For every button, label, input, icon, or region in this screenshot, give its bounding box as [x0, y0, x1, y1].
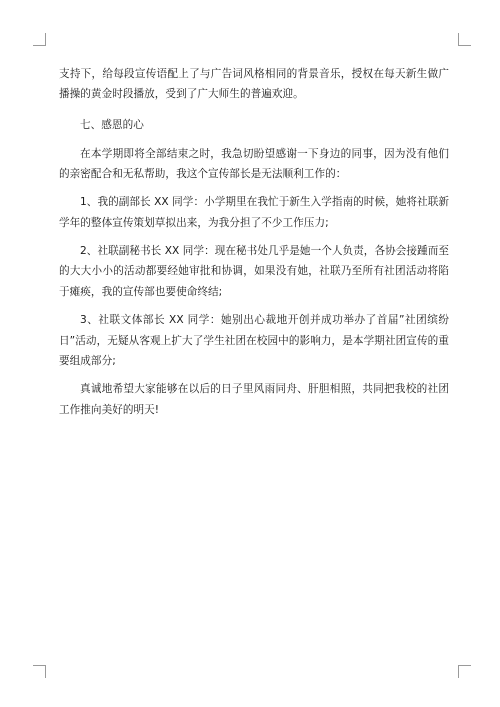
crop-mark-bottom-left	[33, 665, 46, 678]
crop-mark-top-right	[458, 33, 471, 46]
paragraph-item-1: 1、我的副部长 XX 同学：小学期里在我忙于新生入学指南的时候，她将社联新学年的整体宣传策划草拟出来，为我分担了不少工作压力;	[59, 196, 449, 229]
paragraph-closing: 真诚地希望大家能够在以后的日子里风雨同舟、肝胆相照，共同把我校的社团工作推向美好的明天!	[59, 383, 449, 416]
paragraph-item-2: 2、社联副秘书长 XX 同学：现在秘书处几乎是她一个人负责，各协会接踵而至的大大小小的活动都要经她审批和协调，如果没有她，社联乃至所有社团活动将陷于瘫痪，我的宣传部也要使命终结;	[59, 245, 449, 298]
crop-mark-top-left	[33, 33, 46, 46]
paragraph-item-3: 3、社联文体部长 XX 同学：她别出心裁地开创并成功举办了首届”社团缤纷日”活动，无疑从客观上扩大了学生社团在校园中的影响力，是本学期社团宣传的重要组成部分;	[59, 314, 449, 367]
section-heading: 七、感恩的心	[80, 119, 144, 132]
document-body	[59, 64, 449, 428]
paragraph-continuation: 支持下，给每段宣传语配上了与广告词风格相同的背景音乐，授权在每天新生做广播操的黄金时段播放，受到了广大师生的普遍欢迎。	[59, 68, 449, 101]
paragraph-intro: 在本学期即将全部结束之时，我急切盼望感谢一下身边的同事，因为没有他们的亲密配合和无私帮助，我这个宣传部长是无法顺利工作的：	[59, 147, 449, 180]
crop-mark-bottom-right	[458, 665, 471, 678]
